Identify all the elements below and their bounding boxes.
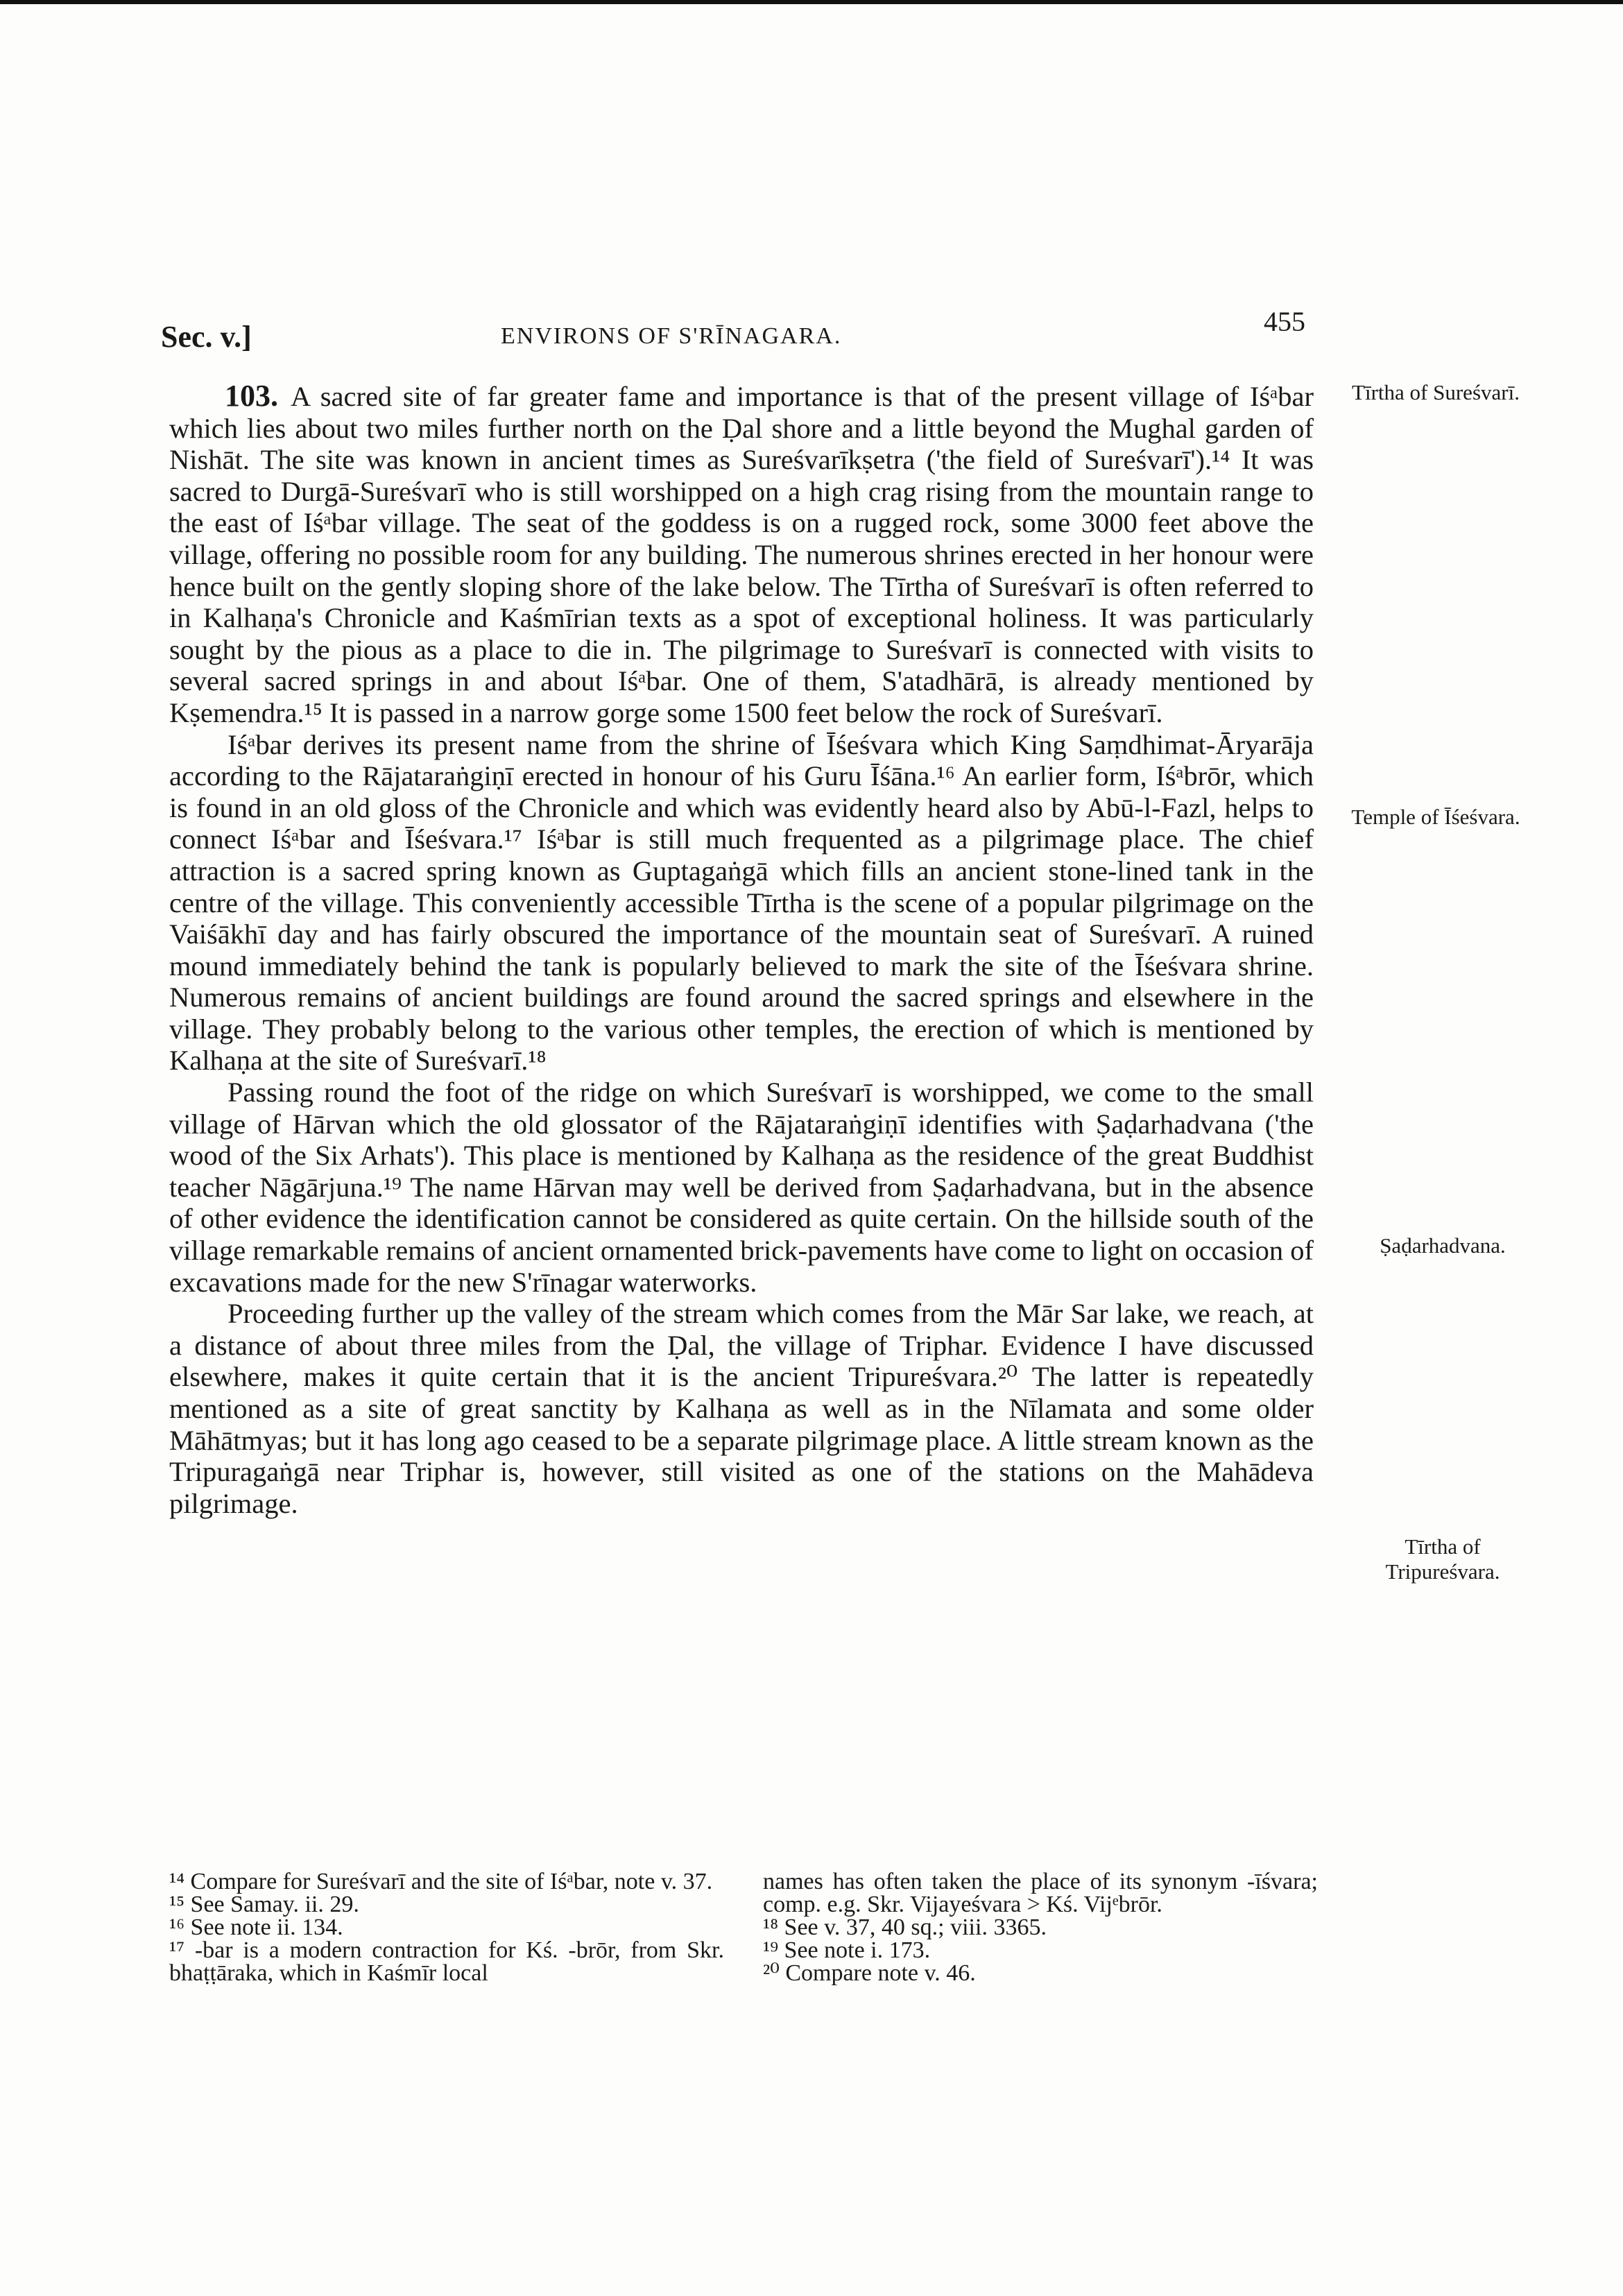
page-number: 455: [1264, 306, 1305, 337]
footnote-17: ¹⁷ -bar is a modern contraction for Kś. -brōr, from Skr. bhaṭṭāraka, which in Kaśmīr local: [169, 1937, 724, 1986]
section-number: 103.: [225, 379, 278, 413]
margin-note-tripuresvara: Tīrtha of Tripureśvara.: [1385, 1534, 1500, 1584]
footnote-17-continued: names has often taken the place of its synonym -īśvara; comp. e.g. Skr. Vijayeśvara > Kś. Vijᵉbrōr.: [763, 1869, 1318, 1917]
paragraph-1: [169, 380, 1314, 729]
footnote-19: ¹⁹ See note i. 173.: [763, 1937, 931, 1963]
margin-note-suresvari: Tīrtha of Sureśvarī.: [1352, 380, 1520, 404]
margin-note-isesvara: Temple of Īśeśvara.: [1351, 805, 1520, 829]
footnote-15: ¹⁵ See Samay. ii. 29.: [169, 1892, 359, 1917]
margin-note-sadarhadvana: Ṣaḍarhadvana.: [1380, 1233, 1506, 1258]
main-text: [169, 380, 1314, 1519]
footnote-16: ¹⁶ See note ii. 134.: [169, 1914, 343, 1940]
top-border: [0, 0, 1623, 4]
paragraph-2: Iśᵃbar derives its present name from the shrine of Īśeśvara which King Saṃdhimat-Āryarāja according to the Rājataraṅgiṇī erected in honour of his Guru Īśāna.¹⁶ An earlier form, Iśᵃbrōr, which is found in an old gloss of the Chronicle and which was evidently heard also by Abū-l-Fazl, helps to connect Iśᵃbar and Īśeśvara.¹⁷ Iśᵃbar is still much frequented as a pilgrimage place. The chief attraction is a sacred spring known as Guptagaṅgā which fills an ancient stone-lined tank in the centre of the village. This conveniently accessible Tīrtha is the scene of a popular pilgrimage on the Vaiśākhī day and has fairly obscured the importance of the mountain seat of Sureśvarī. A ruined mound immediately behind the tank is popularly believed to mark the site of the Īśeśvara shrine. Numerous remains of ancient buildings are found around the sacred springs and elsewhere in the village. They probably belong to the various other temples, the erection of which is mentioned by Kalhaṇa at the site of Sureśvarī.¹⁸: [169, 728, 1314, 1077]
paragraph-3: Passing round the foot of the ridge on which Sureśvarī is worshipped, we come to the small village of Hārvan which the old glossator of the Rājataraṅgiṇī identifies with Ṣaḍarhadvana ('the wood of the Six Arhats'). This place is mentioned by Kalhaṇa as the residence of the great Buddhist teacher Nāgārjuna.¹⁹ The name Hārvan may well be derived from Ṣaḍarhadvana, but in the absence of other evidence the identification cannot be considered as quite certain. On the hillside south of the village remarkable remains of ancient ornamented brick-pavements have come to light on occasion of excavations made for the new S'rīnagar waterworks.: [169, 1077, 1314, 1298]
running-title: ENVIRONS OF S'RĪNAGARA.: [501, 323, 842, 349]
footnotes-left-column: [169, 1870, 724, 1985]
paragraph-1-text: A sacred site of far greater fame and importance is that of the present village of Iśᵃbar which lies about two miles further north on the Ḍal shore and a little beyond the Mughal garden of Nishāt. The site was known in ancient times as Sureśvarīkṣetra ('the field of Sureśvarī').¹⁴ It was sacred to Durgā-Sureśvarī who is still worshipped on a high crag rising from the mountain range to the east of Iśᵃbar village. The seat of the goddess is on a rugged rock, some 3000 feet above the village, offering no possible room for any building. The numerous shrines erected in her honour were hence built on the gently sloping shore of the lake below. The Tīrtha of Sureśvarī is often referred to in Kalhaṇa's Chronicle and Kaśmīrian texts as a spot of exceptional holiness. It was particularly sought by the pious as a place to die in. The pilgrimage to Sureśvarī is connected with visits to several sacred springs in and about Iśᵃbar. One of them, S'atadhārā, is already mentioned by Kṣemendra.¹⁵ It is passed in a narrow gorge some 1500 feet below the rock of Sureśvarī.: [169, 381, 1314, 728]
footnote-20: ²⁰ Compare note v. 46.: [763, 1960, 976, 1986]
footnote-14: ¹⁴ Compare for Sureśvarī and the site of Iśᵃbar, note v. 37.: [169, 1869, 713, 1894]
footnote-18: ¹⁸ See v. 37, 40 sq.; viii. 3365.: [763, 1914, 1047, 1940]
section-label: Sec. v.]: [161, 320, 252, 354]
page-header: [161, 305, 1305, 354]
footnotes-right-column: [763, 1870, 1318, 1985]
paragraph-4: Proceeding further up the valley of the stream which comes from the Mār Sar lake, we reach, at a distance of about three miles from the Ḍal, the village of Triphar. Evidence I have discussed elsewhere, makes it quite certain that it is the ancient Tripureśvara.²⁰ The latter is repeatedly mentioned as a site of great sanctity by Kalhaṇa as well as in the Nīlamata and some older Māhātmyas; but it has long ago ceased to be a separate pilgrimage place. A little stream known as the Tripuragaṅgā near Triphar is, however, still visited as one of the stations on the Mahādeva pilgrimage.: [169, 1298, 1314, 1519]
